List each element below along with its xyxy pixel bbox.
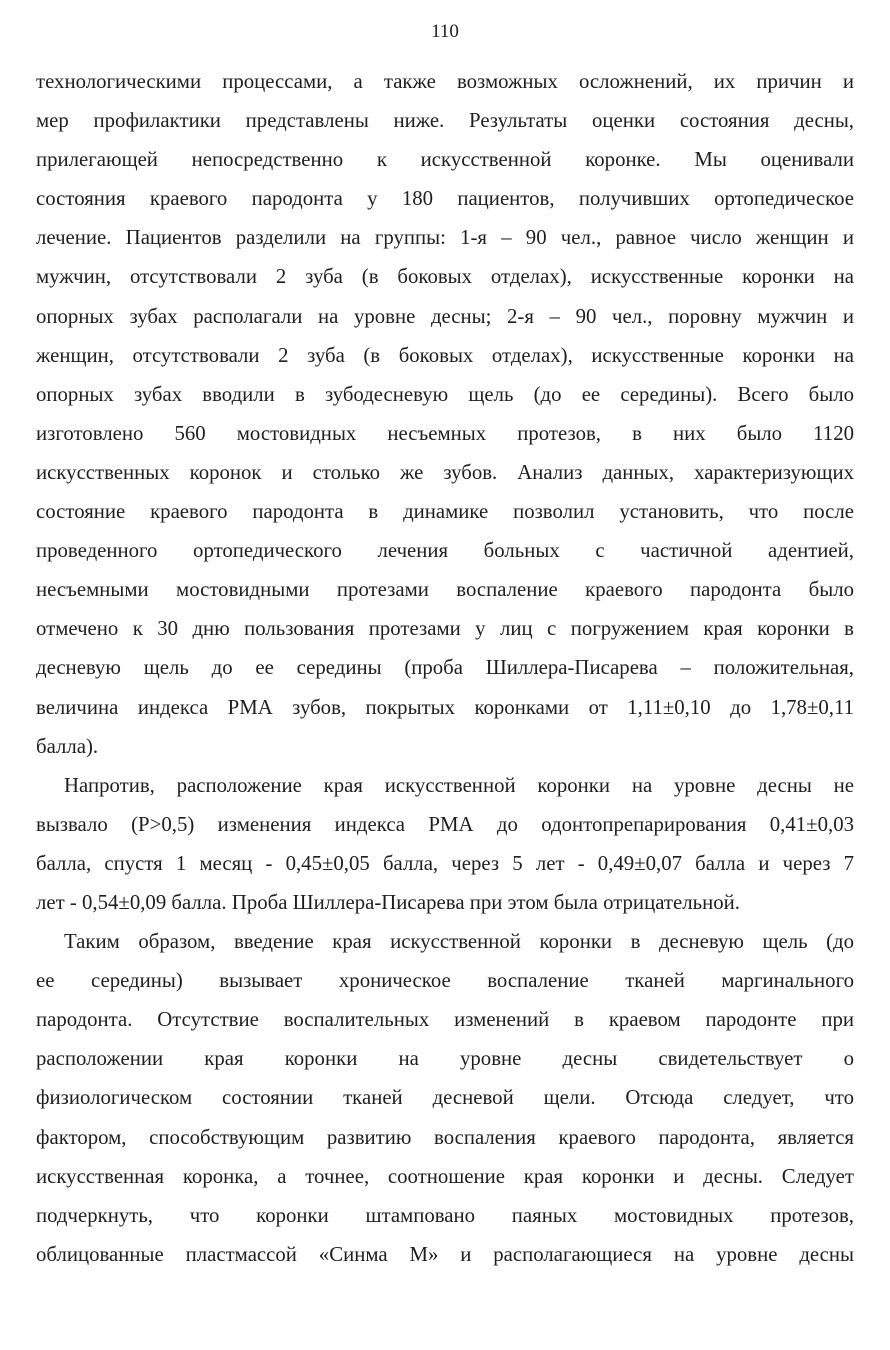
paragraph-3 [36, 922, 854, 1274]
text-line: Напротив, расположение края искусственной коронки на уровне десны не [64, 773, 854, 797]
paragraph-2 [36, 766, 854, 922]
text-line: мужчин, отсутствовали 2 зуба (в боковых отделах), искусственные коронки на [36, 265, 854, 289]
text-line: прилегающей непосредственно к искусственной коронке. Мы оценивали [36, 148, 854, 172]
text-line: расположении края коронки на уровне десны свидетельствует о [36, 1047, 854, 1071]
text-line: ее середины) вызывает хроническое воспаление тканей маргинального [36, 969, 854, 993]
page-number: 110 [431, 21, 459, 42]
text-line: искусственная коронка, а точнее, соотношение края коронки и десны. Следует [36, 1164, 854, 1188]
text-line: состояния краевого пародонта у 180 пациентов, получивших ортопедическое [36, 187, 854, 211]
text-line: несъемными мостовидными протезами воспаление краевого пародонта было [36, 578, 854, 602]
text-line: проведенного ортопедического лечения больных с частичной адентией, [36, 539, 854, 563]
text-line: подчеркнуть, что коронки штамповано паяных мостовидных протезов, [36, 1203, 854, 1227]
text-line: вызвало (Р>0,5) изменения индекса РМА до одонтопрепарирования 0,41±0,03 [36, 812, 854, 836]
text-line: изготовлено 560 мостовидных несъемных протезов, в них было 1120 [36, 421, 854, 445]
text-line: Таким образом, введение края искусственной коронки в десневую щель (до [64, 930, 854, 954]
text-line: отмечено к 30 дню пользования протезами у лиц с погружением края коронки в [36, 617, 854, 641]
text-line: состояние краевого пародонта в динамике позволил установить, что после [36, 500, 854, 524]
text-line: облицованные пластмассой «Синма М» и располагающиеся на уровне десны [36, 1242, 854, 1266]
text-line: лет - 0,54±0,09 балла. Проба Шиллера-Писарева при этом была отрицательной. [36, 890, 740, 914]
text-line: пародонта. Отсутствие воспалительных изменений в краевом пародонте при [36, 1008, 854, 1032]
text-line: балла). [36, 734, 99, 758]
text-line: фактором, способствующим развитию воспаления краевого пародонта, является [36, 1125, 854, 1149]
text-line: балла, спустя 1 месяц - 0,45±0,05 балла, через 5 лет - 0,49±0,07 балла и через 7 [36, 851, 854, 875]
text-line: женщин, отсутствовали 2 зуба (в боковых отделах), искусственные коронки на [36, 343, 854, 367]
text-line: опорных зубах вводили в зубодесневую щель (до ее середины). Всего было [36, 382, 854, 406]
text-line: лечение. Пациентов разделили на группы: 1-я – 90 чел., равное число женщин и [36, 226, 854, 250]
text-line: физиологическом состоянии тканей десневой щели. Отсюда следует, что [36, 1086, 854, 1110]
paragraph-1 [36, 62, 854, 766]
text-line: технологическими процессами, а также возможных осложнений, их причин и [36, 70, 854, 93]
text-line: мер профилактики представлены ниже. Результаты оценки состояния десны, [36, 109, 854, 133]
text-line: десневую щель до ее середины (проба Шиллера-Писарева – положительная, [36, 656, 854, 680]
text-line: опорных зубах располагали на уровне десны; 2-я – 90 чел., поровну мужчин и [36, 304, 854, 328]
text-line: величина индекса РМА зубов, покрытых коронками от 1,11±0,10 до 1,78±0,11 [36, 695, 854, 719]
body-text [36, 62, 854, 1274]
text-line: искусственных коронок и столько же зубов. Анализ данных, характеризующих [36, 460, 854, 484]
